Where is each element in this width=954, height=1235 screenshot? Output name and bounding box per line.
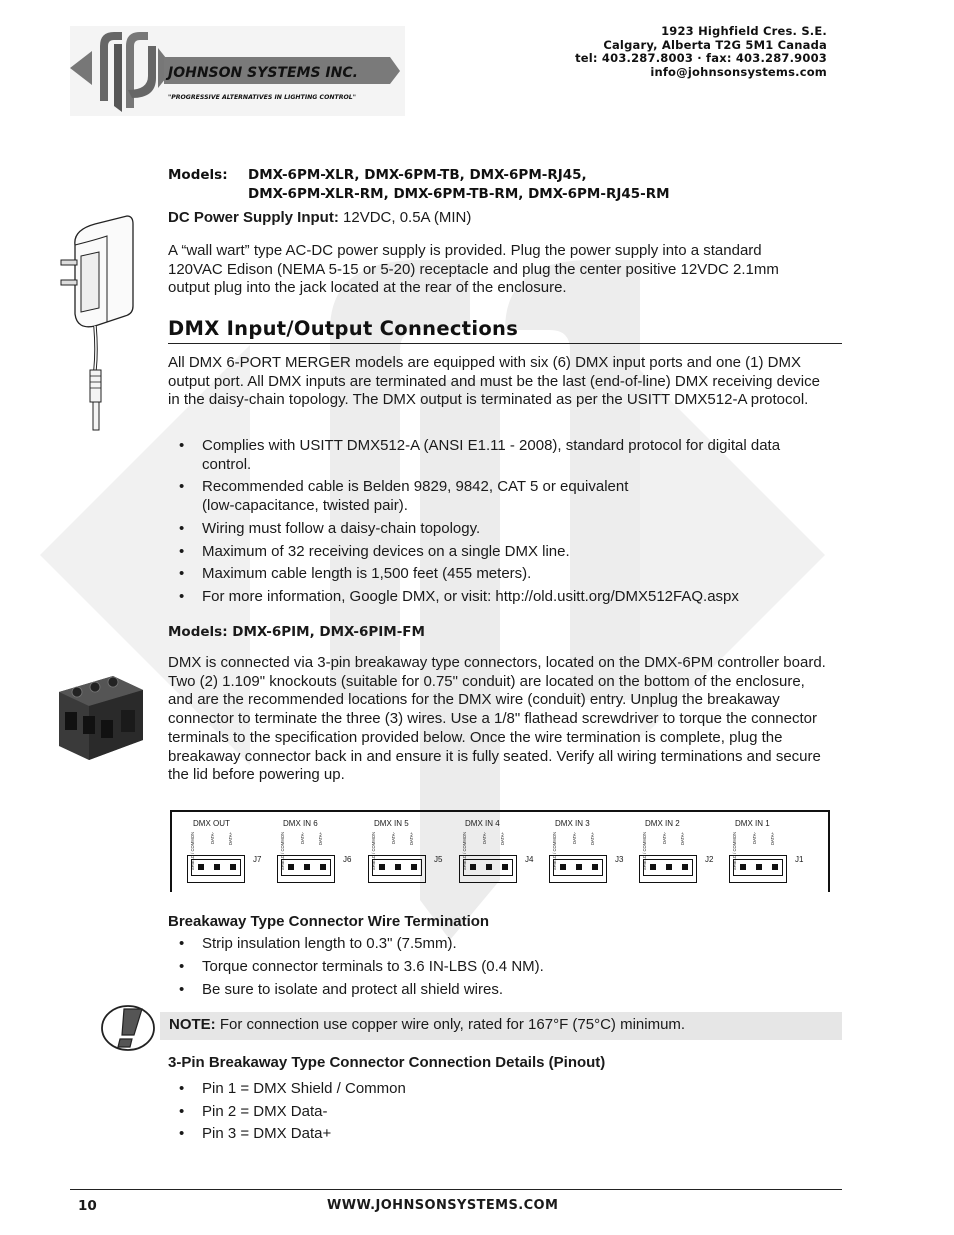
list-item: • Strip insulation length to 0.3" (7.5mm). xyxy=(168,935,828,954)
dmx-bullet-list xyxy=(168,437,828,607)
connector-title: DMX IN 3 xyxy=(555,819,590,828)
models-line-2: DMX-6PM-XLR-RM, DMX-6PM-TB-RM, DMX-6PM-RJ45-RM xyxy=(248,186,670,202)
pin-label: DATA- xyxy=(300,832,305,844)
pin-label: SHIELD / COMMON xyxy=(280,832,285,871)
footer-url: WWW.JOHNSONSYSTEMS.COM xyxy=(327,1198,559,1213)
connector-title: DMX IN 1 xyxy=(735,819,770,828)
connector-j6 xyxy=(266,812,356,892)
connector-j3 xyxy=(538,812,628,892)
pin-label: DATA- xyxy=(662,832,667,844)
list-item: • Torque connector terminals to 3.6 IN-LBS (0.4 NM). xyxy=(168,958,828,977)
models-2-heading: Models: DMX-6PIM, DMX-6PIM-FM xyxy=(168,624,425,640)
pin-label: DATA+ xyxy=(409,832,414,845)
power-input-spec xyxy=(168,209,471,228)
connector-id: J7 xyxy=(253,855,262,864)
connector-id: J6 xyxy=(343,855,352,864)
models-list xyxy=(168,166,670,204)
logo-name: JOHNSON SYSTEMS INC. xyxy=(168,65,358,81)
connector-j1 xyxy=(718,812,808,892)
list-item: • Recommended cable is Belden 9829, 9842, CAT 5 or equivalent (low-capacitance, twisted pair). xyxy=(168,478,828,515)
connector-id: J2 xyxy=(705,855,714,864)
connector-id: J3 xyxy=(615,855,624,864)
dmx-connector-diagram xyxy=(170,810,830,892)
connector-id: J4 xyxy=(525,855,534,864)
company-address xyxy=(575,25,827,79)
address-line: Calgary, Alberta T2G 5M1 Canada xyxy=(603,37,827,52)
email-line: info@johnsonsystems.com xyxy=(650,64,827,79)
connector-id: J1 xyxy=(795,855,804,864)
list-item: • Wiring must follow a daisy-chain topology. xyxy=(168,520,828,539)
pin-label: DATA+ xyxy=(500,832,505,845)
list-item: • Complies with USITT DMX512-A (ANSI E1.11 - 2008), standard protocol for digital data control. xyxy=(168,437,828,474)
pin-label: DATA- xyxy=(210,832,215,844)
pin-label: SHIELD / COMMON xyxy=(462,832,467,871)
pin-label: DATA+ xyxy=(590,832,595,845)
pin-label: SHIELD / COMMON xyxy=(371,832,376,871)
pin-label: DATA- xyxy=(572,832,577,844)
pin-label: SHIELD / COMMON xyxy=(642,832,647,871)
phone-fax-line: tel: 403.287.8003 · fax: 403.287.9003 xyxy=(575,51,827,66)
power-adapter-illustration xyxy=(55,210,135,435)
connection-paragraph: DMX is connected via 3-pin breakaway type connectors, located on the DMX-6PM controller board. Two (2) 1.109" knockouts (suitable for 0.75" conduit) are located on the bottom of the enclosure, and are the recommended locations for the DMX wire (conduit) entry. Unplug the breakaway connector to terminate the three (3) wires. Use a 1/8" flathead screwdriver to torque the connector terminals to the specification provided below. Once the wire termination is complete, plug the breakaway connector back in and ensure it is fully seated. Verify all wiring terminations and secure the lid before powering up. xyxy=(168,654,826,784)
pin-label: DATA+ xyxy=(680,832,685,845)
termination-list xyxy=(168,935,828,1000)
pin-label: DATA+ xyxy=(770,832,775,845)
list-item: • Maximum of 32 receiving devices on a single DMX line. xyxy=(168,543,828,562)
pinout-heading: 3-Pin Breakaway Type Connector Connection Details (Pinout) xyxy=(168,1054,606,1071)
connector-id: J5 xyxy=(434,855,443,864)
power-input-value: 12VDC, 0.5A (MIN) xyxy=(338,209,472,226)
pin-label: DATA+ xyxy=(318,832,323,845)
warning-note-icon xyxy=(100,1003,158,1053)
connector-title: DMX OUT xyxy=(193,819,230,828)
power-input-label: DC Power Supply Input: xyxy=(168,209,339,226)
connector-title: DMX IN 4 xyxy=(465,819,500,828)
connector-title: DMX IN 2 xyxy=(645,819,680,828)
connector-j7 xyxy=(176,812,266,892)
footer-divider xyxy=(70,1189,842,1190)
list-item: • Pin 3 = DMX Data+ xyxy=(168,1125,828,1144)
connector-title: DMX IN 6 xyxy=(283,819,318,828)
connector-j4 xyxy=(448,812,538,892)
connector-j5 xyxy=(357,812,447,892)
section-divider xyxy=(168,343,842,344)
pin-label: SHIELD / COMMON xyxy=(552,832,557,871)
section-title: DMX Input/Output Connections xyxy=(168,317,519,340)
connector-j2 xyxy=(628,812,718,892)
list-item: • Pin 2 = DMX Data- xyxy=(168,1103,828,1122)
page-number: 10 xyxy=(78,1198,97,1214)
note-text: For connection use copper wire only, rated for 167°F (75°C) minimum. xyxy=(215,1016,686,1033)
note-box xyxy=(160,1012,842,1040)
list-item: • Be sure to isolate and protect all shield wires. xyxy=(168,981,828,1000)
address-line: 1923 Highfield Cres. S.E. xyxy=(661,24,827,38)
pin-label: DATA- xyxy=(391,832,396,844)
dmx-intro-paragraph: All DMX 6-PORT MERGER models are equipped with six (6) DMX input ports and one (1) DMX output port. All DMX inputs are terminated and must be the last (end-of-line) DMX receiving device in the daisy-chain topology. The DMX output is terminated as per the USITT DMX512-A protocol. xyxy=(168,354,820,409)
logo-tagline: "PROGRESSIVE ALTERNATIVES IN LIGHTING CONTROL" xyxy=(168,94,356,101)
models-line-1: DMX-6PM-XLR, DMX-6PM-TB, DMX-6PM-RJ45, xyxy=(248,167,587,183)
power-paragraph: A “wall wart” type AC-DC power supply is provided. Plug the power supply into a standard 120VAC Edison (NEMA 5-15 or 5-20) receptacle and plug the center positive 12VDC 2.1mm output plug into the jack located at the rear of the enclosure. xyxy=(168,242,779,297)
list-item: • For more information, Google DMX, or visit: http://old.usitt.org/DMX512FAQ.aspx xyxy=(168,588,828,607)
connector-title: DMX IN 5 xyxy=(374,819,409,828)
termination-heading: Breakaway Type Connector Wire Termination xyxy=(168,913,490,930)
pinout-list xyxy=(168,1080,828,1144)
note-label: NOTE: xyxy=(169,1016,216,1033)
pin-label: DATA- xyxy=(482,832,487,844)
pin-label: SHIELD / COMMON xyxy=(732,832,737,871)
list-item: • Pin 1 = DMX Shield / Common xyxy=(168,1080,828,1099)
list-item: • Maximum cable length is 1,500 feet (455 meters). xyxy=(168,565,828,584)
company-logo xyxy=(70,26,405,116)
breakaway-connector-illustration xyxy=(55,670,150,770)
models-label: Models: xyxy=(168,167,228,183)
pin-label: SHIELD / COMMON xyxy=(190,832,195,871)
pin-label: DATA- xyxy=(752,832,757,844)
pin-label: DATA+ xyxy=(228,832,233,845)
